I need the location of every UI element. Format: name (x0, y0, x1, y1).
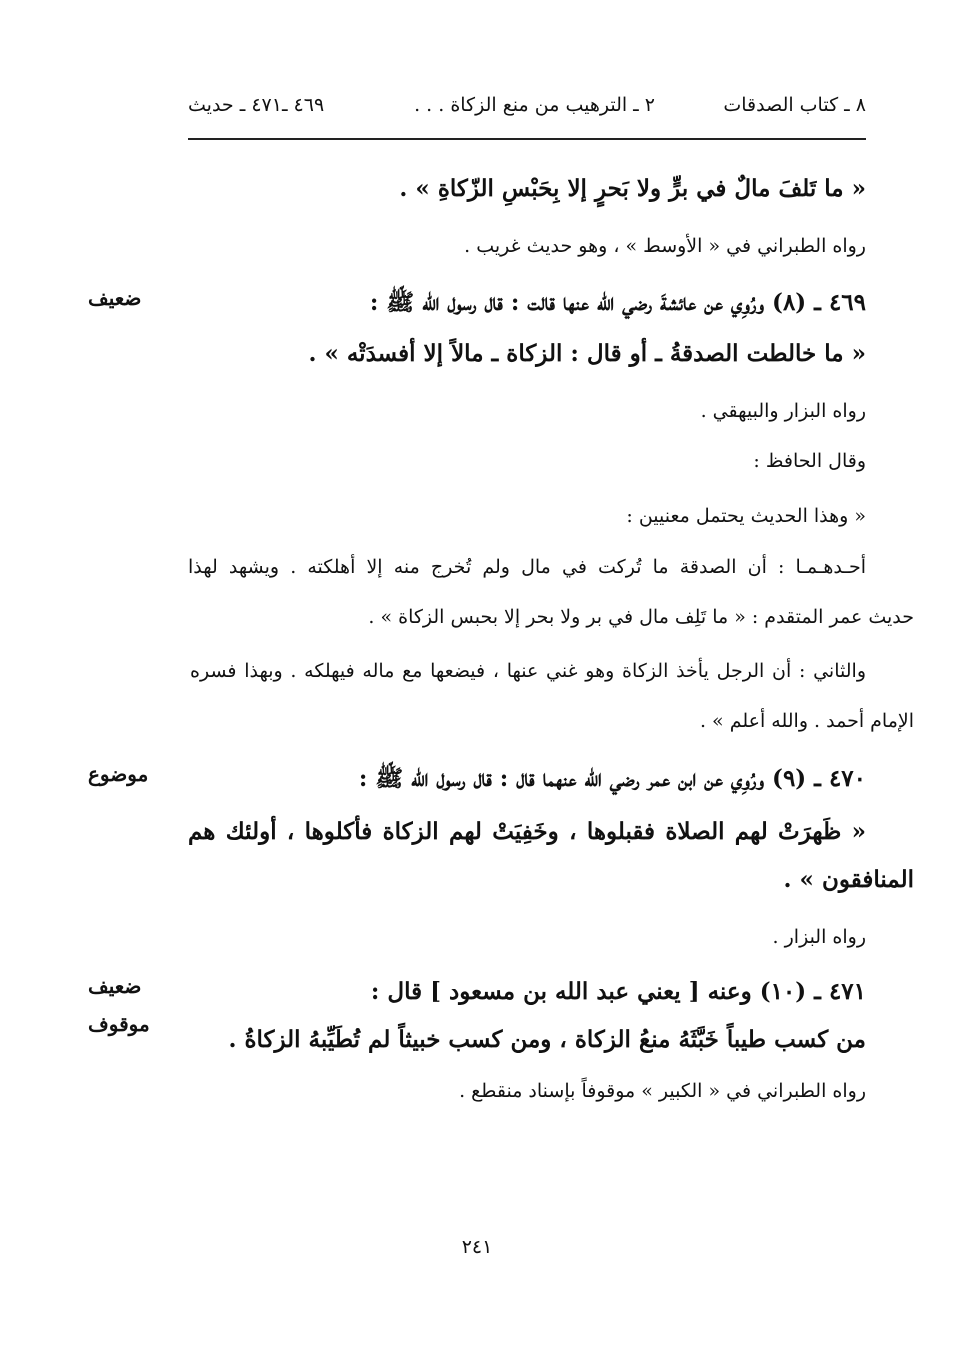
grade-471-mawquf: موقوف (88, 1012, 150, 1036)
hafiz-quote-start: « وهذا الحديث يحتمل معنيين : (626, 505, 866, 527)
header-rule (188, 138, 866, 140)
page-number: ٢٤١ (461, 1236, 493, 1258)
hadith-470-text-cont: المنافقون » . (783, 866, 914, 893)
hadith-471-intro: ٤٧١ ـ (١٠) وعنه [ يعني عبد الله بن مسعود ] قال : (370, 978, 866, 1005)
grade-471-weak: ضعيف (88, 974, 142, 998)
source-line: رواه الطبراني في « الأوسط » ، وهو حديث غريب . (464, 235, 866, 257)
grade-470: موضوع (88, 762, 149, 786)
commentary-second-meaning-cont: الإمام أحمد . والله أعلم » . (699, 710, 914, 732)
running-header-chapter: ٨ ـ كتاب الصدقات (723, 94, 866, 116)
hadith-471-text: من كسب طيباً خَبَّثَهُ منعُ الزكاة ، ومن كسب خبيثاً لم تُطَيِّبهُ الزكاةُ . (228, 1026, 866, 1053)
hafiz-label: وقال الحافظ : (753, 450, 866, 472)
commentary-first-meaning-cont: حديث عمر المتقدم : « ما تَلِف مال في بر ولا بحر إلا بحبس الزكاة » . (368, 606, 914, 628)
hadith-469-text: « ما خالطت الصدقةُ ـ أو قال : الزكاة ـ مالاً إلا أفسدَتْه » . (308, 340, 866, 367)
commentary-second-meaning: والثاني : أن الرجل يأخذ الزكاة وهو غني عنها ، فيضعها مع ماله فيهلكه . وبهذا فسره (190, 660, 866, 682)
quote-line: « ما تَلفَ مالٌ في برٍّ ولا بَحرٍ إلا بِحَبْسِ الزّكاةِ » . (399, 175, 866, 202)
hadith-471-source: رواه الطبراني في « الكبير » موقوفاً بإسناد منقطع . (459, 1080, 866, 1102)
hadith-470-intro: ٤٧٠ ـ (٩) ورُوِي عن ابن عمر رضي الله عنهما قال : قال رسول الله ﷺ : (358, 765, 866, 792)
running-header-hadith-range: ٤٦٩ ـ٤٧١ ـ حديث (188, 94, 325, 116)
hadith-470-source: رواه البزار . (772, 926, 866, 948)
commentary-first-meaning: أحـدهـمـا : أن الصدقة ما تُركت في مال ولم تُخرج منه إلا أهلكته . ويشهد لهذا (188, 556, 866, 578)
grade-469: ضعيف (88, 286, 142, 310)
hadith-469-intro: ٤٦٩ ـ (٨) ورُوِي عن عائشةَ رضي الله عنها قالت : قال رسول الله ﷺ : (369, 289, 866, 316)
hadith-470-text: « ظَهرَتْ لهم الصلاة فقبلوها ، وخَفِيَتْ لهم الزكاة فأكلوها ، أولئك هم (188, 818, 866, 845)
running-header-section: ٢ ـ الترهيب من منع الزكاة . . . (414, 94, 655, 116)
hadith-469-source: رواه البزار والبيهقي . (700, 400, 866, 422)
